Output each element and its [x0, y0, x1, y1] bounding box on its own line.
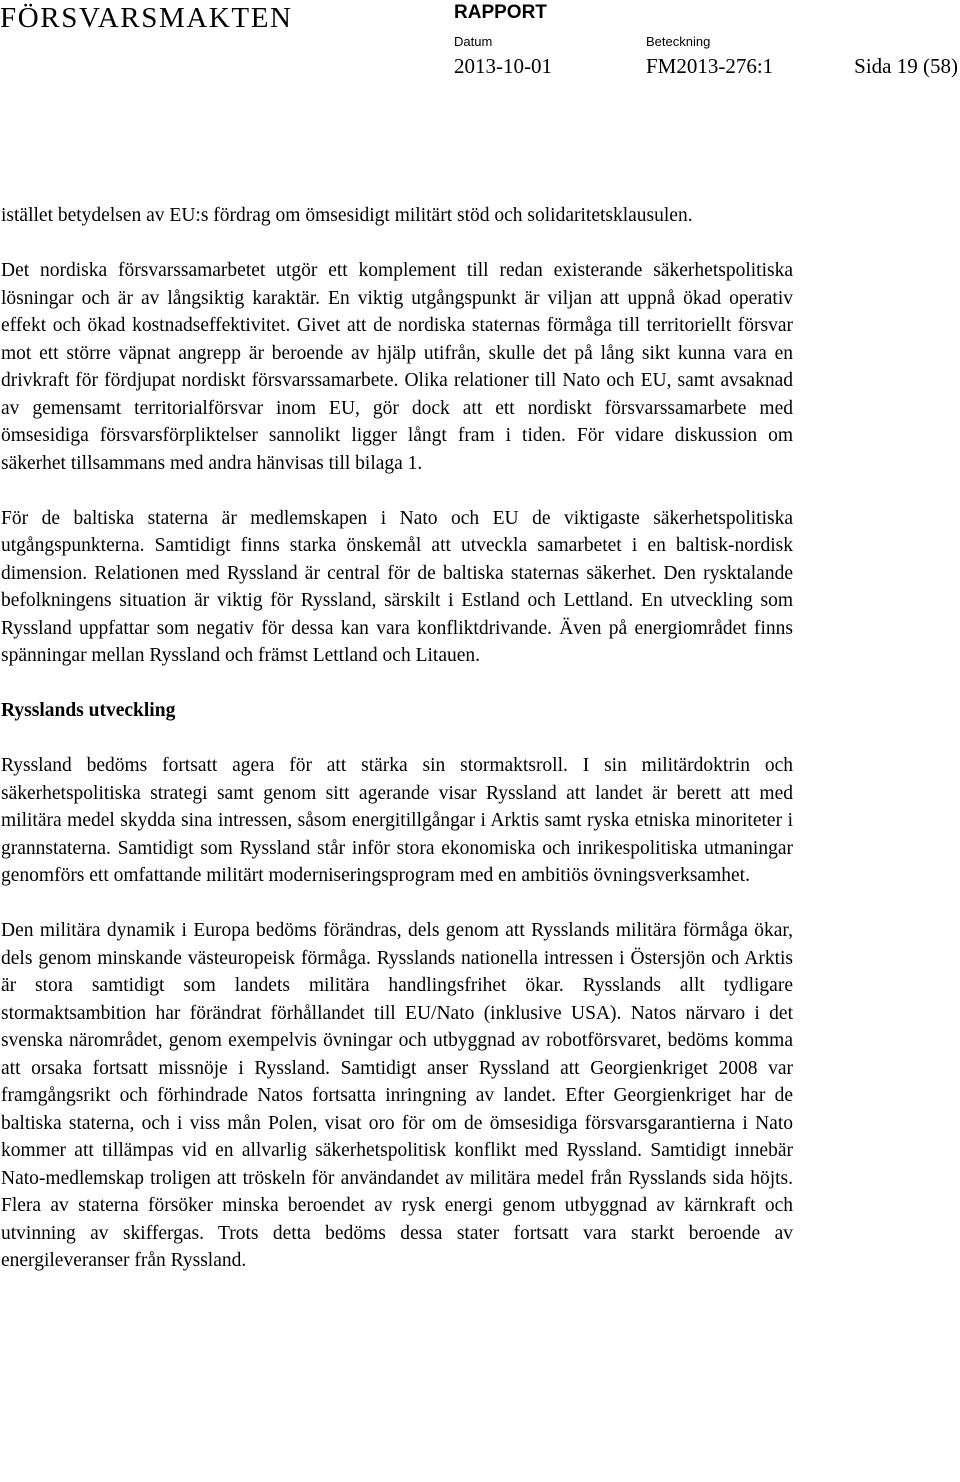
paragraph: Ryssland bedöms fortsatt agera för att stärka sin stormaktsroll. I sin militärdoktrin och säkerhetspolitiska strategi samt genom sitt agerande visar Ryssland att landet är berett att med militära medel skydda sina intressen, såsom energitillgångar i Arktis samt ryska etniska minoriteter i grannstaterna. Samtidigt som Ryssland står inför stora ekonomiska och inrikespolitiska utmaningar genomförs ett omfattande militärt moderniseringsprogram med en ambitiös övningsverksamhet.: [1, 755, 793, 886]
page-number: Sida 19 (58): [854, 54, 958, 78]
date-value: 2013-10-01: [454, 54, 552, 78]
paragraph: Det nordiska försvarssamarbetet utgör ett komplement till redan existerande säkerhetspolitiska lösningar och är av långsiktig karaktär. En viktig utgångspunkt är viljan att uppnå ökad operativ effekt och ökad kostnadseffektivitet. Givet att de nordiska staternas förmåga till territoriellt försvar mot ett större väpnat angrepp är beroende av hjälp utifrån, skulle det på lång sikt kunna vara en drivkraft för fördjupat nordiskt försvarssamarbete. Olika relationer till Nato och EU, samt avsaknad av gemensamt territorialförsvar inom EU, gör dock att ett nordiskt försvarssamarbete med ömsesidiga försvarsförpliktelser sannolikt ligger långt fram i tiden. För vidare diskussion om säkerhet tillsammans med andra hänvisas till bilaga 1.: [1, 260, 793, 474]
reference-value: FM2013-276:1: [646, 54, 774, 78]
section-heading: Rysslands utveckling: [1, 700, 176, 721]
paragraph: istället betydelsen av EU:s fördrag om ömsesidigt militärt stöd och solidaritetsklausulen.: [1, 205, 693, 226]
reference-label: Beteckning: [646, 34, 711, 49]
date-label: Datum: [454, 34, 493, 49]
paragraph: Den militära dynamik i Europa bedöms förändras, dels genom att Rysslands militära förmåga ökar, dels genom minskande västeuropeisk förmåga. Rysslands nationella intressen i Östersjön och Arktis är stora samtidigt som landets militära handlingsfrihet ökar. Rysslands allt tydligare stormaktsambition har förändrat förhållandet till EU/Nato (inklusive USA). Natos närvaro i det svenska närområdet, genom exempelvis övningar och utbyggnad av robotförsvaret, bedöms komma att orsaka fortsatt missnöje i Ryssland. Samtidigt anser Ryssland att Georgienkriget 2008 var framgångsrikt och förhindrade Natos fortsatta inringning av landet. Efter Georgienkriget har de baltiska staterna, och i viss mån Polen, visat oro för om de ömsesidiga försvarsgarantierna i Nato kommer att tillämpas vid en allvarlig säkerhetspolitisk konflikt med Ryssland. Samtidigt innebär Nato-medlemskap troligen att tröskeln för användandet av militära medel från Rysslands sida höjts. Flera av staterna försöker minska beroendet av rysk energi genom utbyggnad av kärnkraft och utvinning av skiffergas. Trots detta bedöms dessa stater fortsatt vara starkt beroende av energileveranser från Ryssland.: [1, 920, 793, 1271]
organization-logo: FÖRSVARSMAKTEN: [0, 2, 293, 34]
paragraph: För de baltiska staterna är medlemskapen i Nato och EU de viktigaste säkerhetspolitiska utgångspunkterna. Samtidigt finns starka önskemål att utveckla samarbetet i en baltisk-nordisk dimension. Relationen med Ryssland är central för de baltiska staternas säkerhet. Den rysktalande befolkningens situation är viktig för Ryssland, särskilt i Estland och Lettland. En utveckling som Ryssland uppfattar som negativ för dessa kan vara konfliktdrivande. Även på energiområdet finns spänningar mellan Ryssland och främst Lettland och Litauen.: [1, 507, 793, 666]
document-body: [1, 202, 793, 1275]
document-type: RAPPORT: [454, 2, 547, 23]
